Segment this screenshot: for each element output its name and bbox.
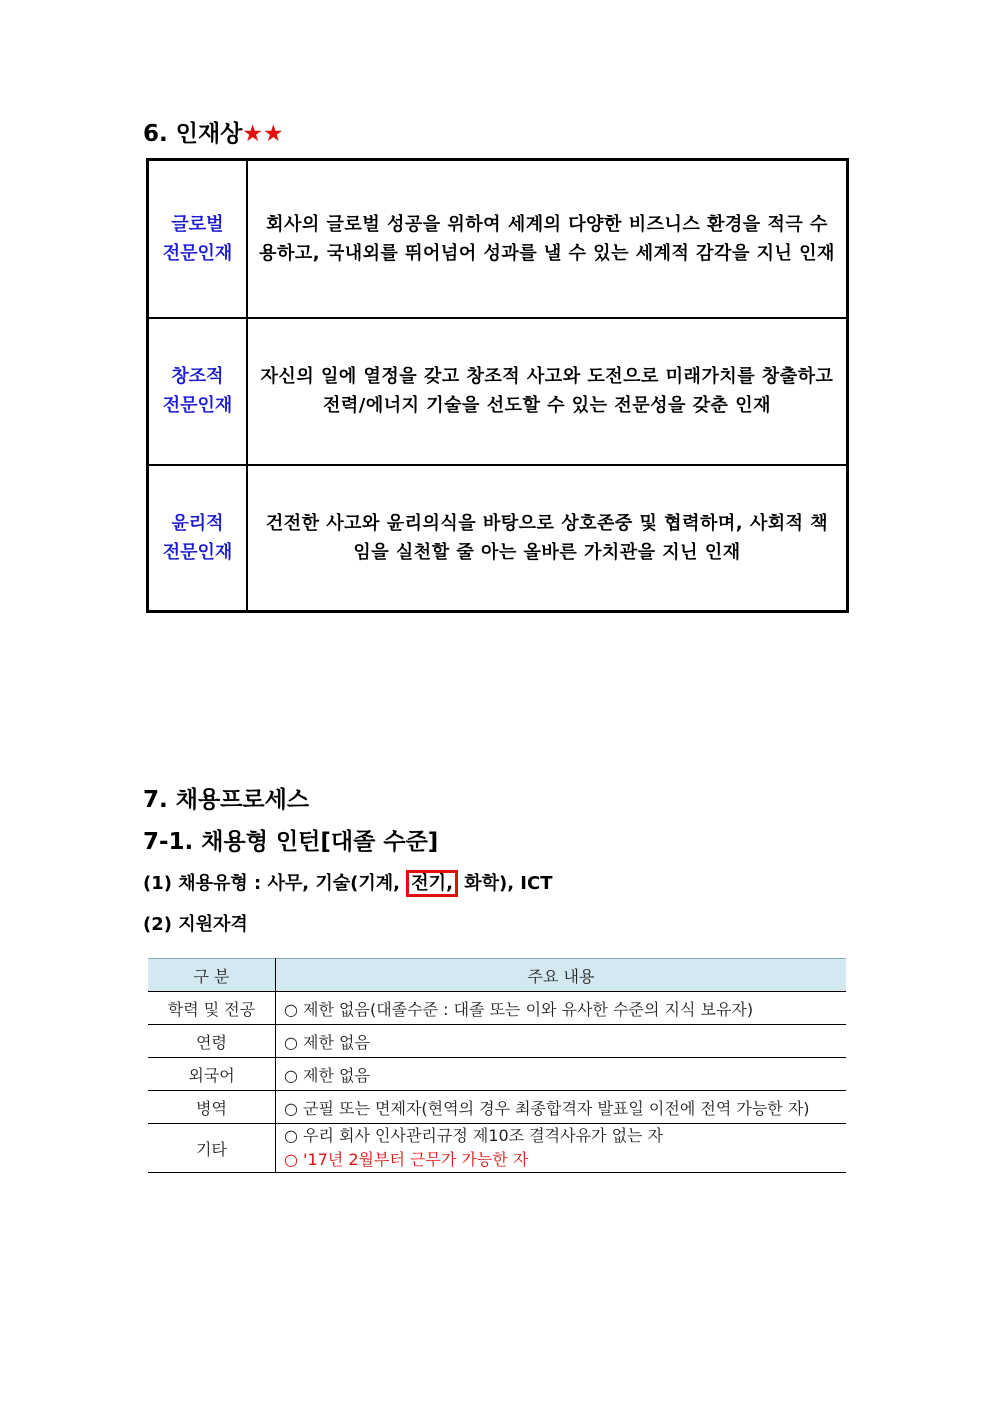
table-row: [148, 1124, 846, 1173]
table-row: [148, 992, 846, 1025]
recruitment-type-line: [143, 869, 552, 895]
row-key: 기타: [148, 1124, 276, 1173]
type-text: (1) 채용유형 : 사무, 기술(기계,: [143, 873, 407, 894]
description-cell: 회사의 글로벌 성공을 위하여 세계의 다양한 비즈니스 환경을 적극 수용하고, 국내외를 뛰어넘어 성과를 낼 수 있는 세계적 감각을 지닌 인재: [247, 160, 848, 318]
section-6-heading: [143, 115, 284, 148]
talent-table: [146, 158, 849, 613]
qualification-table: [148, 958, 846, 1173]
category-label: 전문인재: [162, 395, 233, 416]
table-row: [148, 160, 848, 318]
section-6-title: 6. 인재상: [143, 121, 243, 147]
row-value-line-red: ○ '17년 2월부터 근무가 가능한 자: [284, 1150, 529, 1169]
highlight-box: 전기,: [406, 870, 458, 897]
section-7-heading: 7. 채용프로세스: [143, 787, 310, 813]
row-key: 학력 및 전공: [148, 992, 276, 1025]
table-row: [148, 1025, 846, 1058]
table-header-row: [148, 959, 846, 992]
row-value: ○ 군필 또는 면제자(현역의 경우 최종합격자 발표일 이전에 전역 가능한 자): [276, 1091, 847, 1124]
description-cell: 자신의 일에 열정을 갖고 창조적 사고와 도전으로 미래가치를 창출하고 전력/에너지 기술을 선도할 수 있는 전문성을 갖춘 인재: [247, 318, 848, 465]
category-label: 전문인재: [162, 541, 233, 563]
header-category: 구 분: [148, 959, 276, 992]
qualification-heading: (2) 지원자격: [143, 914, 248, 935]
row-value: ○ 제한 없음: [276, 1058, 847, 1091]
row-key: 병역: [148, 1091, 276, 1124]
row-value-line: ○ 우리 회사 인사관리규정 제10조 결격사유가 없는 자: [284, 1126, 664, 1145]
row-value: ○ 제한 없음(대졸수준 : 대졸 또는 이와 유사한 수준의 지식 보유자): [276, 992, 847, 1025]
row-value: ○ 제한 없음: [276, 1025, 847, 1058]
category-label: 전문인재: [162, 242, 233, 264]
table-row: [148, 1058, 846, 1091]
type-text: 화학), ICT: [457, 873, 553, 894]
category-label: 윤리적: [171, 512, 224, 534]
table-row: [148, 465, 848, 612]
row-value: [276, 1124, 847, 1173]
row-key: 외국어: [148, 1058, 276, 1091]
star-icons: ★★: [242, 121, 284, 147]
category-label: 창조적: [171, 366, 224, 387]
table-row: [148, 1091, 846, 1124]
description-cell: 건전한 사고와 윤리의식을 바탕으로 상호존중 및 협력하며, 사회적 책임을 실천할 줄 아는 올바른 가치관을 지닌 인재: [247, 465, 848, 612]
section-7-1-heading: 7-1. 채용형 인턴[대졸 수준]: [143, 829, 439, 855]
category-cell: [148, 318, 248, 465]
table-row: [148, 318, 848, 465]
category-cell: [148, 160, 248, 318]
header-content: 주요 내용: [276, 959, 847, 992]
category-label: 글로벌: [171, 213, 224, 235]
row-key: 연령: [148, 1025, 276, 1058]
category-cell: [148, 465, 248, 612]
